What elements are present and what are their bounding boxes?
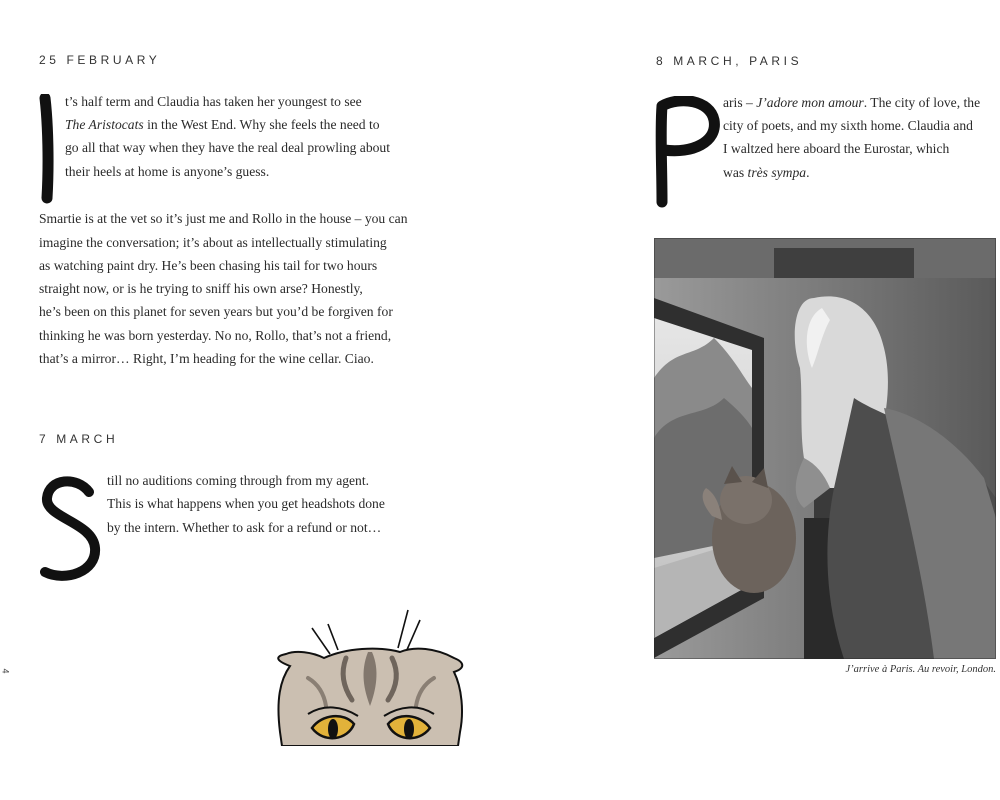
entry-date-25-february: 25 FEBRUARY [39, 53, 161, 67]
page-number: 4 [0, 668, 11, 674]
entry-date-7-march: 7 MARCH [39, 432, 119, 446]
text-line: imagine the conversation; it’s about as intellectually stimulating [39, 235, 387, 250]
cat-peeking-illustration [268, 608, 473, 746]
train-photo-illustration [654, 238, 996, 659]
text-line: their heels at home is anyone’s guess. [65, 164, 270, 179]
text-line: aris – J’adore mon amour. The city of love, the [723, 95, 981, 110]
text-line: thinking he was born yesterday. No no, Rollo, that’s not a friend, [39, 328, 392, 343]
entry-date-8-march-paris: 8 MARCH, PARIS [656, 54, 803, 68]
text-line: The Aristocats in the West End. Why she feels the need to [65, 117, 380, 132]
dropcap-i [36, 94, 58, 204]
photo-caption: J’arrive à Paris. Au revoir, London. [845, 664, 996, 675]
dropcap-p [652, 96, 722, 208]
text-line: by the intern. Whether to ask for a refund or not… [107, 520, 382, 535]
text-line: he’s been on this planet for seven years but you’d be forgiven for [39, 304, 393, 319]
text-line: t’s half term and Claudia has taken her youngest to see [65, 94, 362, 109]
text-line: as watching paint dry. He’s been chasing his tail for two hours [39, 258, 378, 273]
text-line: was très sympa. [723, 165, 810, 180]
text-line: This is what happens when you get headshots done [107, 496, 385, 511]
text-line: that’s a mirror… Right, I’m heading for the wine cellar. Ciao. [39, 351, 374, 366]
text-line: straight now, or is he trying to sniff his own arse? Honestly, [39, 281, 363, 296]
text-line: go all that way when they have the real deal prowling about [65, 140, 391, 155]
photo-train-window [654, 238, 996, 659]
text-line: till no auditions coming through from my agent. [107, 473, 370, 488]
text-line: I waltzed here aboard the Eurostar, which [723, 141, 950, 156]
text-line: city of poets, and my sixth home. Claudia and [723, 118, 973, 133]
text-line: Smartie is at the vet so it’s just me and Rollo in the house – you can [39, 211, 408, 226]
dropcap-s [37, 474, 103, 584]
